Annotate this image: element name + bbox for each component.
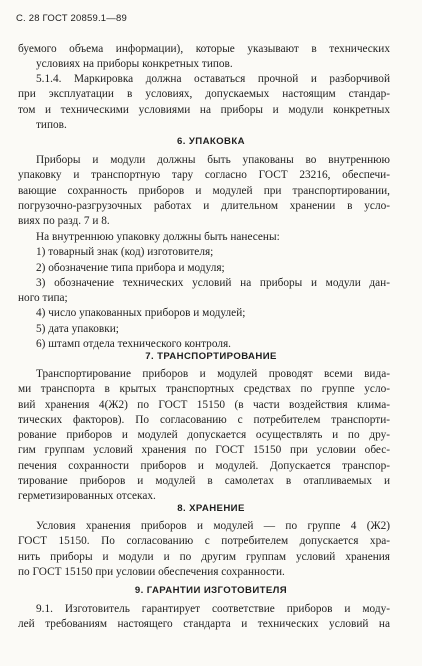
- text-line: тирование приборов и модулей в самолетах в отапливаемых и: [18, 475, 390, 488]
- text-line: погрузочно-разгрузочных работах и длительном хранении в усло-: [18, 199, 390, 212]
- text-line: гим группам условий хранения по ГОСТ 15150 при условии обес-: [18, 444, 390, 457]
- section-8-paragraph: [18, 519, 390, 580]
- section-6-paragraph: [18, 153, 390, 229]
- text-line: вающие сохранность приборов и модулей при транспортировании,: [18, 184, 390, 197]
- text-line: при эксплуатации в условиях, допускаемых настоящим стандар-: [18, 88, 390, 101]
- text-line: том и техническими условиями на приборы и модули конкретных: [18, 103, 390, 116]
- text-line: буемого объема информации), которые указывают в технических: [18, 43, 390, 55]
- text-line: лей требованиям настоящего стандарта и технических условий на: [18, 618, 390, 631]
- text-line: Условия хранения приборов и модулей — по группе 4 (Ж2): [36, 520, 390, 532]
- text-line: герметизированных отсеках.: [18, 490, 156, 503]
- section-8-heading: 8. ХРАНЕНИЕ: [177, 503, 245, 514]
- text-line: типов.: [36, 118, 67, 131]
- paragraph-5-1-4: [18, 72, 390, 133]
- text-line: ГОСТ 15150. По согласованию с потребителем допускается хра-: [18, 535, 390, 548]
- text-line: печения сохранности приборов и модулей. Допускается транспор-: [18, 459, 390, 472]
- list-item: 2) обозначение типа прибора и модуля;: [36, 261, 225, 274]
- text-line: 9.1. Изготовитель гарантирует соответствие приборов и моду-: [36, 603, 390, 615]
- list-item: 5) дата упаковки;: [36, 322, 119, 335]
- section-9-paragraph: [18, 602, 390, 633]
- text-line: Транспортирование приборов и модулей проводят всеми вида-: [36, 368, 390, 380]
- text-line: тических факторов). По согласованию с потребителем транспорти-: [18, 413, 390, 426]
- list-item: ного типа;: [18, 292, 68, 305]
- text-line: нить приборы и модули и по другим группам условий хранения: [18, 550, 390, 563]
- section-7-paragraph: [18, 367, 390, 505]
- text-line: упаковку и транспортную тару согласно ГОСТ 23216, обеспечи-: [18, 169, 390, 182]
- section-6-list: [18, 230, 390, 352]
- text-line: Приборы и модули должны быть упакованы во внутреннюю: [36, 154, 390, 166]
- text-line: ми транспорта в крытых транспортных средствах по группе усло-: [18, 383, 390, 396]
- text-line: виях по разд. 7 и 8.: [18, 215, 110, 228]
- section-6-heading: 6. УПАКОВКА: [177, 136, 245, 147]
- text-line: рование приборов и модулей допускается осуществлять и по дру-: [18, 429, 390, 442]
- section-7-heading: 7. ТРАНСПОРТИРОВАНИЕ: [145, 351, 277, 362]
- list-item: 6) штамп отдела технического контроля.: [36, 338, 231, 351]
- list-item: 3) обозначение технических условий на приборы и модули дан-: [36, 276, 390, 289]
- text-line: по ГОСТ 15150 при условии обеспечения сохранности.: [18, 565, 285, 578]
- text-line: вий хранения 4(Ж2) по ГОСТ 15150 (в части воздействия клима-: [18, 398, 390, 411]
- list-item: 4) число упакованных приборов и модулей;: [36, 307, 246, 320]
- text-line: условиях на приборы конкретных типов.: [36, 58, 233, 71]
- list-intro: На внутреннюю упаковку должны быть нанесены:: [36, 231, 280, 243]
- section-9-heading: 9. ГАРАНТИИ ИЗГОТОВИТЕЛЯ: [134, 585, 288, 596]
- text-line: 5.1.4. Маркировка должна оставаться прочной и разборчивой: [36, 73, 390, 85]
- list-item: 1) товарный знак (код) изготовителя;: [36, 246, 214, 259]
- page-header: С. 28 ГОСТ 20859.1—89: [16, 13, 127, 24]
- paragraph-continuation: [18, 42, 390, 73]
